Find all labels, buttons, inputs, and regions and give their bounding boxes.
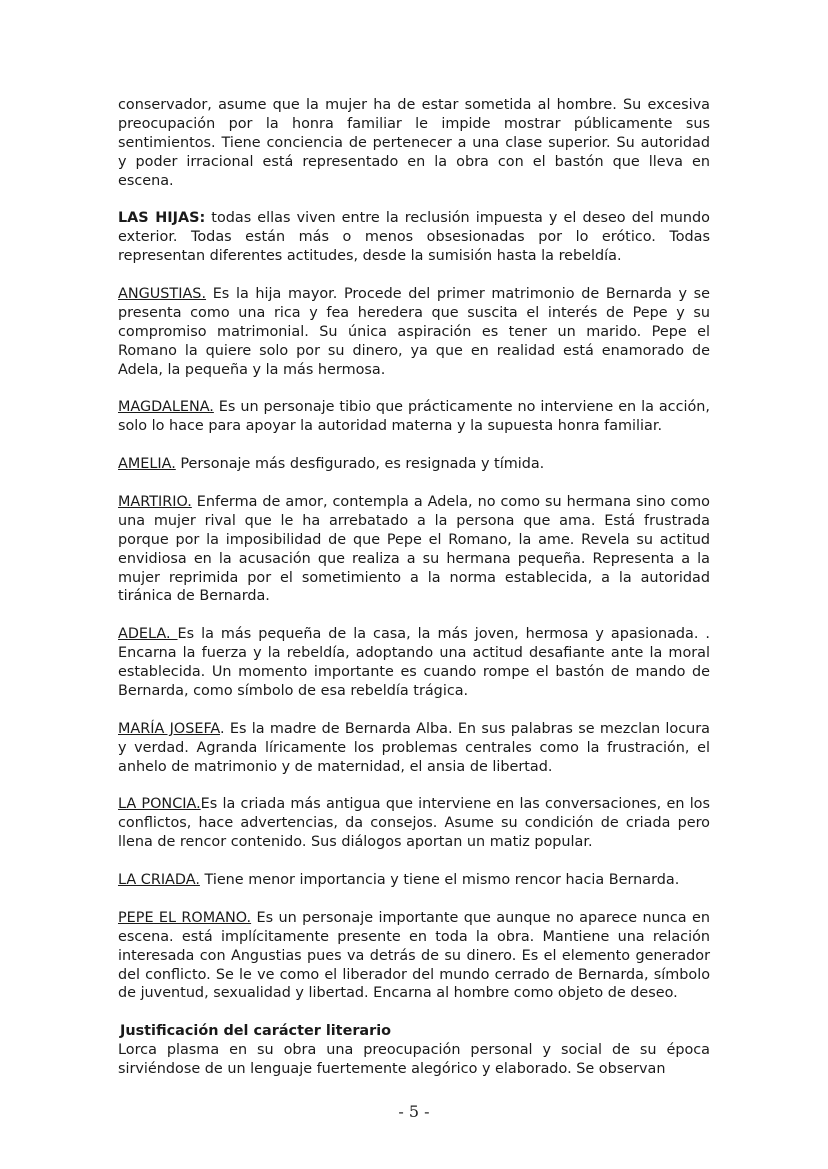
section-heading: Justificación del carácter literario — [120, 1023, 392, 1040]
character-maria-josefa — [118, 720, 710, 777]
character-la-criada — [118, 871, 710, 890]
character-name: MARTIRIO. — [118, 493, 192, 510]
intro-paragraph: conservador, asume que la mujer ha de estar sometida al hombre. Su excesiva preocupación por la honra familiar le impide mostrar públicamente sus sentimientos. Tiene conciencia de pertenecer a una clase superior. Su autoridad y poder irracional está representado en la obra con el bastón que lleva en escena. — [118, 97, 710, 189]
page-number: - 5 - — [398, 1102, 430, 1121]
character-description: Es la criada más antigua que interviene en las conversaciones, en los conflictos, hace advertencias, da consejos. Asume su condición de criada pero llena de rencor contenido. Sus diálogos aportan un matiz popular. — [118, 796, 710, 851]
character-name: LA PONCIA. — [118, 796, 201, 813]
character-description: Enferma de amor, contempla a Adela, no como su hermana sino como una mujer rival que le ha arrebatado a la persona que ama. Está frustrada porque por la imposibilidad de que Pepe el Romano, la ame. Revela su actitud envidiosa en la acusación que realiza a su hermana pequeña. Representa a la mujer reprimida por el sometimiento a la norma establecida, a la autoridad tiránica de Bernarda. — [118, 493, 710, 605]
character-las-hijas — [118, 209, 710, 266]
character-name: MARÍA JOSEFA — [118, 720, 220, 737]
section-paragraph: Lorca plasma en su obra una preocupación personal y social de su época sirviéndose de un lenguaje fuertemente alegórico y elaborado. Se observan — [118, 1042, 710, 1078]
character-magdalena — [118, 398, 710, 436]
character-description: Es la hija mayor. Procede del primer matrimonio de Bernarda y se presenta como una rica y fea heredera que suscita el interés de Pepe y su compromiso matrimonial. Su única aspiración es tener un marido. Pepe el Romano la quiere solo por su dinero, ya que en realidad está enamorado de Adela, la pequeña y la más hermosa. — [118, 286, 710, 378]
character-pepe-el-romano — [118, 909, 710, 1004]
character-name: ANGUSTIAS. — [118, 286, 207, 303]
character-amelia — [118, 455, 710, 474]
character-name: MAGDALENA. — [118, 399, 214, 416]
character-description: Es un personaje tibio que prácticamente no interviene en la acción, solo lo hace para apoyar la autoridad materna y la supuesta honra familiar. — [118, 399, 710, 435]
character-description: todas ellas viven entre la reclusión impuesta y el deseo del mundo exterior. Todas están más o menos obsesionadas por lo erótico. Todas representan diferentes actitudes, desde la sumisión hasta la rebeldía. — [118, 210, 710, 265]
character-angustias — [118, 285, 710, 380]
character-martirio — [118, 493, 710, 606]
character-name: PEPE EL ROMANO. — [118, 909, 252, 926]
character-description: . Es la madre de Bernarda Alba. En sus palabras se mezclan locura y verdad. Agranda líricamente los problemas centrales como la frustración, el anhelo de matrimonio y de maternidad, el ansia de libertad. — [118, 720, 710, 775]
character-name: LAS HIJAS: — [118, 210, 206, 227]
character-description: Es un personaje importante que aunque no aparece nunca en escena. está implícitamente presente en toda la obra. Mantiene una relación interesada con Angustias pues va detrás de su dinero. Es el elemento generador del conflicto. Se le ve como el liberador del mundo cerrado de Bernarda, símbolo de juventud, sexualidad y libertad. Encarna al hombre como objeto de deseo. — [118, 909, 710, 1002]
character-description: Es la más pequeña de la casa, la más joven, hermosa y apasionada. . Encarna la fuerza y la rebeldía, adoptando una actitud desafiante ante la moral establecida. Un momento importante es cuando rompe el bastón de mando de Bernarda, como símbolo de esa rebeldía trágica. — [118, 626, 711, 699]
character-description: Tiene menor importancia y tiene el mismo rencor hacia Bernarda. — [199, 872, 680, 889]
character-name: LA CRIADA. — [118, 872, 200, 889]
character-name: ADELA. — [118, 626, 178, 643]
page-body — [118, 96, 710, 1079]
character-name: AMELIA. — [118, 456, 176, 473]
character-la-poncia — [118, 795, 710, 852]
character-description: Personaje más desfigurado, es resignada y tímida. — [175, 456, 545, 473]
character-adela — [118, 625, 710, 701]
